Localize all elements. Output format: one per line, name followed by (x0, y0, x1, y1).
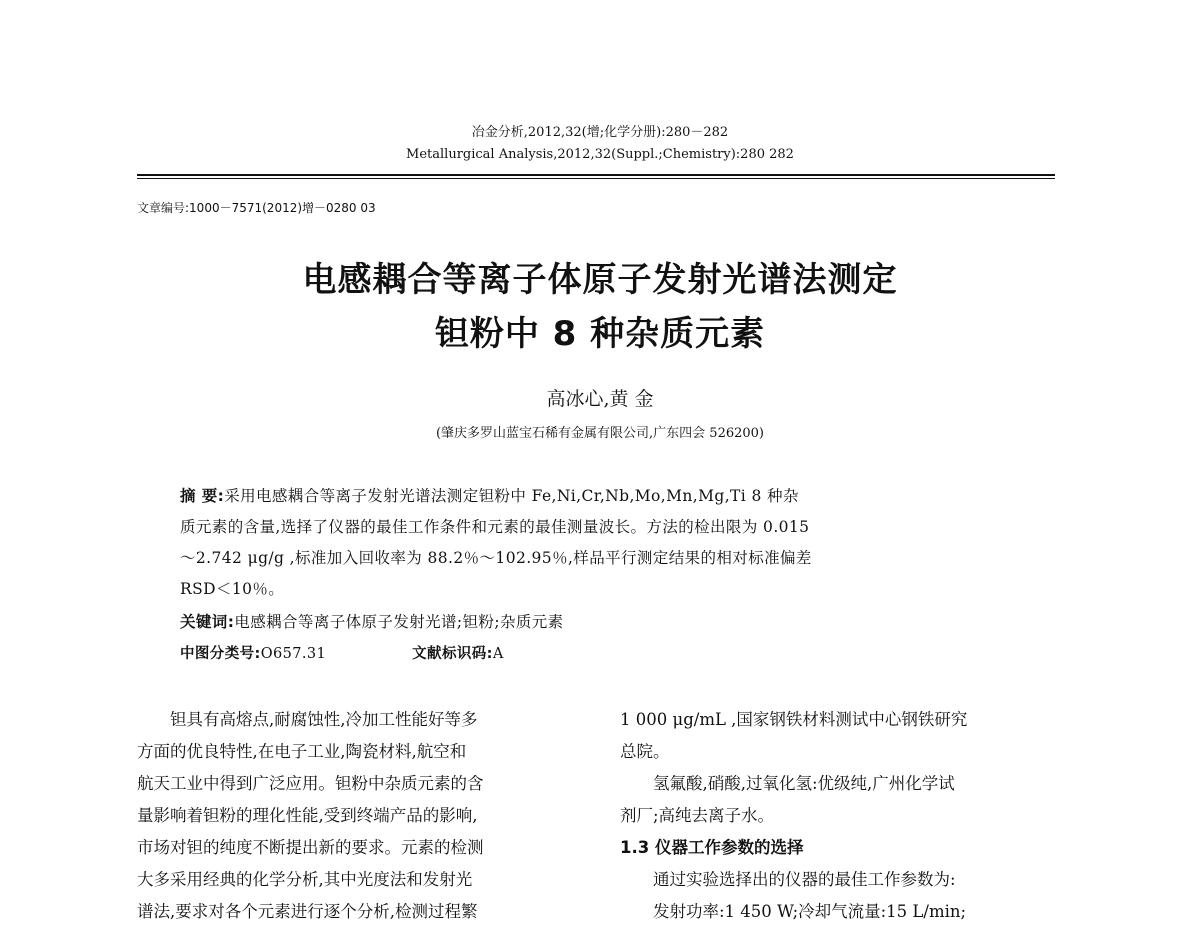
journal-header-en: Metallurgical Analysis,2012,32(Suppl.;Chemistry):280 282 (406, 147, 794, 162)
abstract-line1 (180, 484, 799, 506)
right-column-line2: 总院。 (620, 742, 670, 761)
right-column-line6: 通过实验选择出的仪器的最佳工作参数为: (620, 870, 956, 889)
keywords-label: 关键词: (180, 613, 235, 631)
left-column-line6: 大多采用经典的化学分析,其中光度法和发射光 (137, 870, 473, 889)
article-number: 文章编号:1000－7571(2012)增－0280 03 (137, 201, 376, 215)
abstract-text-3: ～2.742 μg/g ,标准加入回收率为 88.2％～102.95％,样品平行测定结果的相对标准偏差 (180, 549, 812, 567)
left-column-line2: 方面的优良特性,在电子工业,陶瓷材料,航空和 (137, 742, 467, 761)
clc-value: O657.31 (260, 646, 327, 662)
left-column-line1: 钽具有高熔点,耐腐蚀性,冷加工性能好等多 (137, 710, 478, 729)
right-column-line7: 发射功率:1 450 W;冷却气流量:15 L/min; (620, 902, 967, 921)
abstract-text-4: RSD＜10％。 (180, 580, 285, 598)
authors: 高冰心,黄 金 (546, 388, 654, 410)
left-column-line3: 航天工业中得到广泛应用。钽粉中杂质元素的含 (137, 774, 484, 793)
paper-title-line2: 钽粉中 8 种杂质元素 (434, 314, 766, 354)
abstract-text-2: 质元素的含量,选择了仪器的最佳工作条件和元素的最佳测量波长。方法的检出限为 0.015 (180, 518, 810, 536)
header-rule (137, 174, 1055, 176)
journal-header-cn: 冶金分析,2012,32(增;化学分册):280－282 (471, 125, 729, 140)
right-column-line3: 氢氟酸,硝酸,过氧化氢:优级纯,广州化学试 (620, 774, 955, 793)
doc-code-label: 文献标识码: (412, 646, 493, 662)
left-column-line4: 量影响着钽粉的理化性能,受到终端产品的影响, (137, 806, 478, 825)
clc-label: 中图分类号: (180, 646, 261, 662)
left-column-line5: 市场对钽的纯度不断提出新的要求。元素的检测 (137, 838, 484, 857)
classification (180, 642, 504, 663)
abstract-text-1: 采用电感耦合等离子发射光谱法测定钽粉中 Fe,Ni,Cr,Nb,Mo,Mn,Mg,Ti 8 种杂 (224, 487, 799, 505)
section-heading-1-3: 1.3 仪器工作参数的选择 (620, 838, 804, 857)
right-column-line1: 1 000 μg/mL ,国家钢铁材料测试中心钢铁研究 (620, 710, 968, 729)
header-rule-thin (137, 178, 1055, 179)
abstract-label: 摘 要: (180, 487, 225, 505)
keywords-text: 电感耦合等离子体原子发射光谱;钽粉;杂质元素 (234, 613, 564, 631)
right-column-line4: 剂厂;高纯去离子水。 (620, 806, 775, 825)
keywords (180, 610, 564, 632)
paper-title-line1: 电感耦合等离子体原子发射光谱法测定 (302, 260, 898, 300)
affiliation: (肇庆多罗山蓝宝石稀有金属有限公司,广东四会 526200) (435, 426, 765, 441)
left-column-line7: 谱法,要求对各个元素进行逐个分析,检测过程繁 (137, 902, 478, 921)
doc-code-value: A (492, 646, 504, 662)
